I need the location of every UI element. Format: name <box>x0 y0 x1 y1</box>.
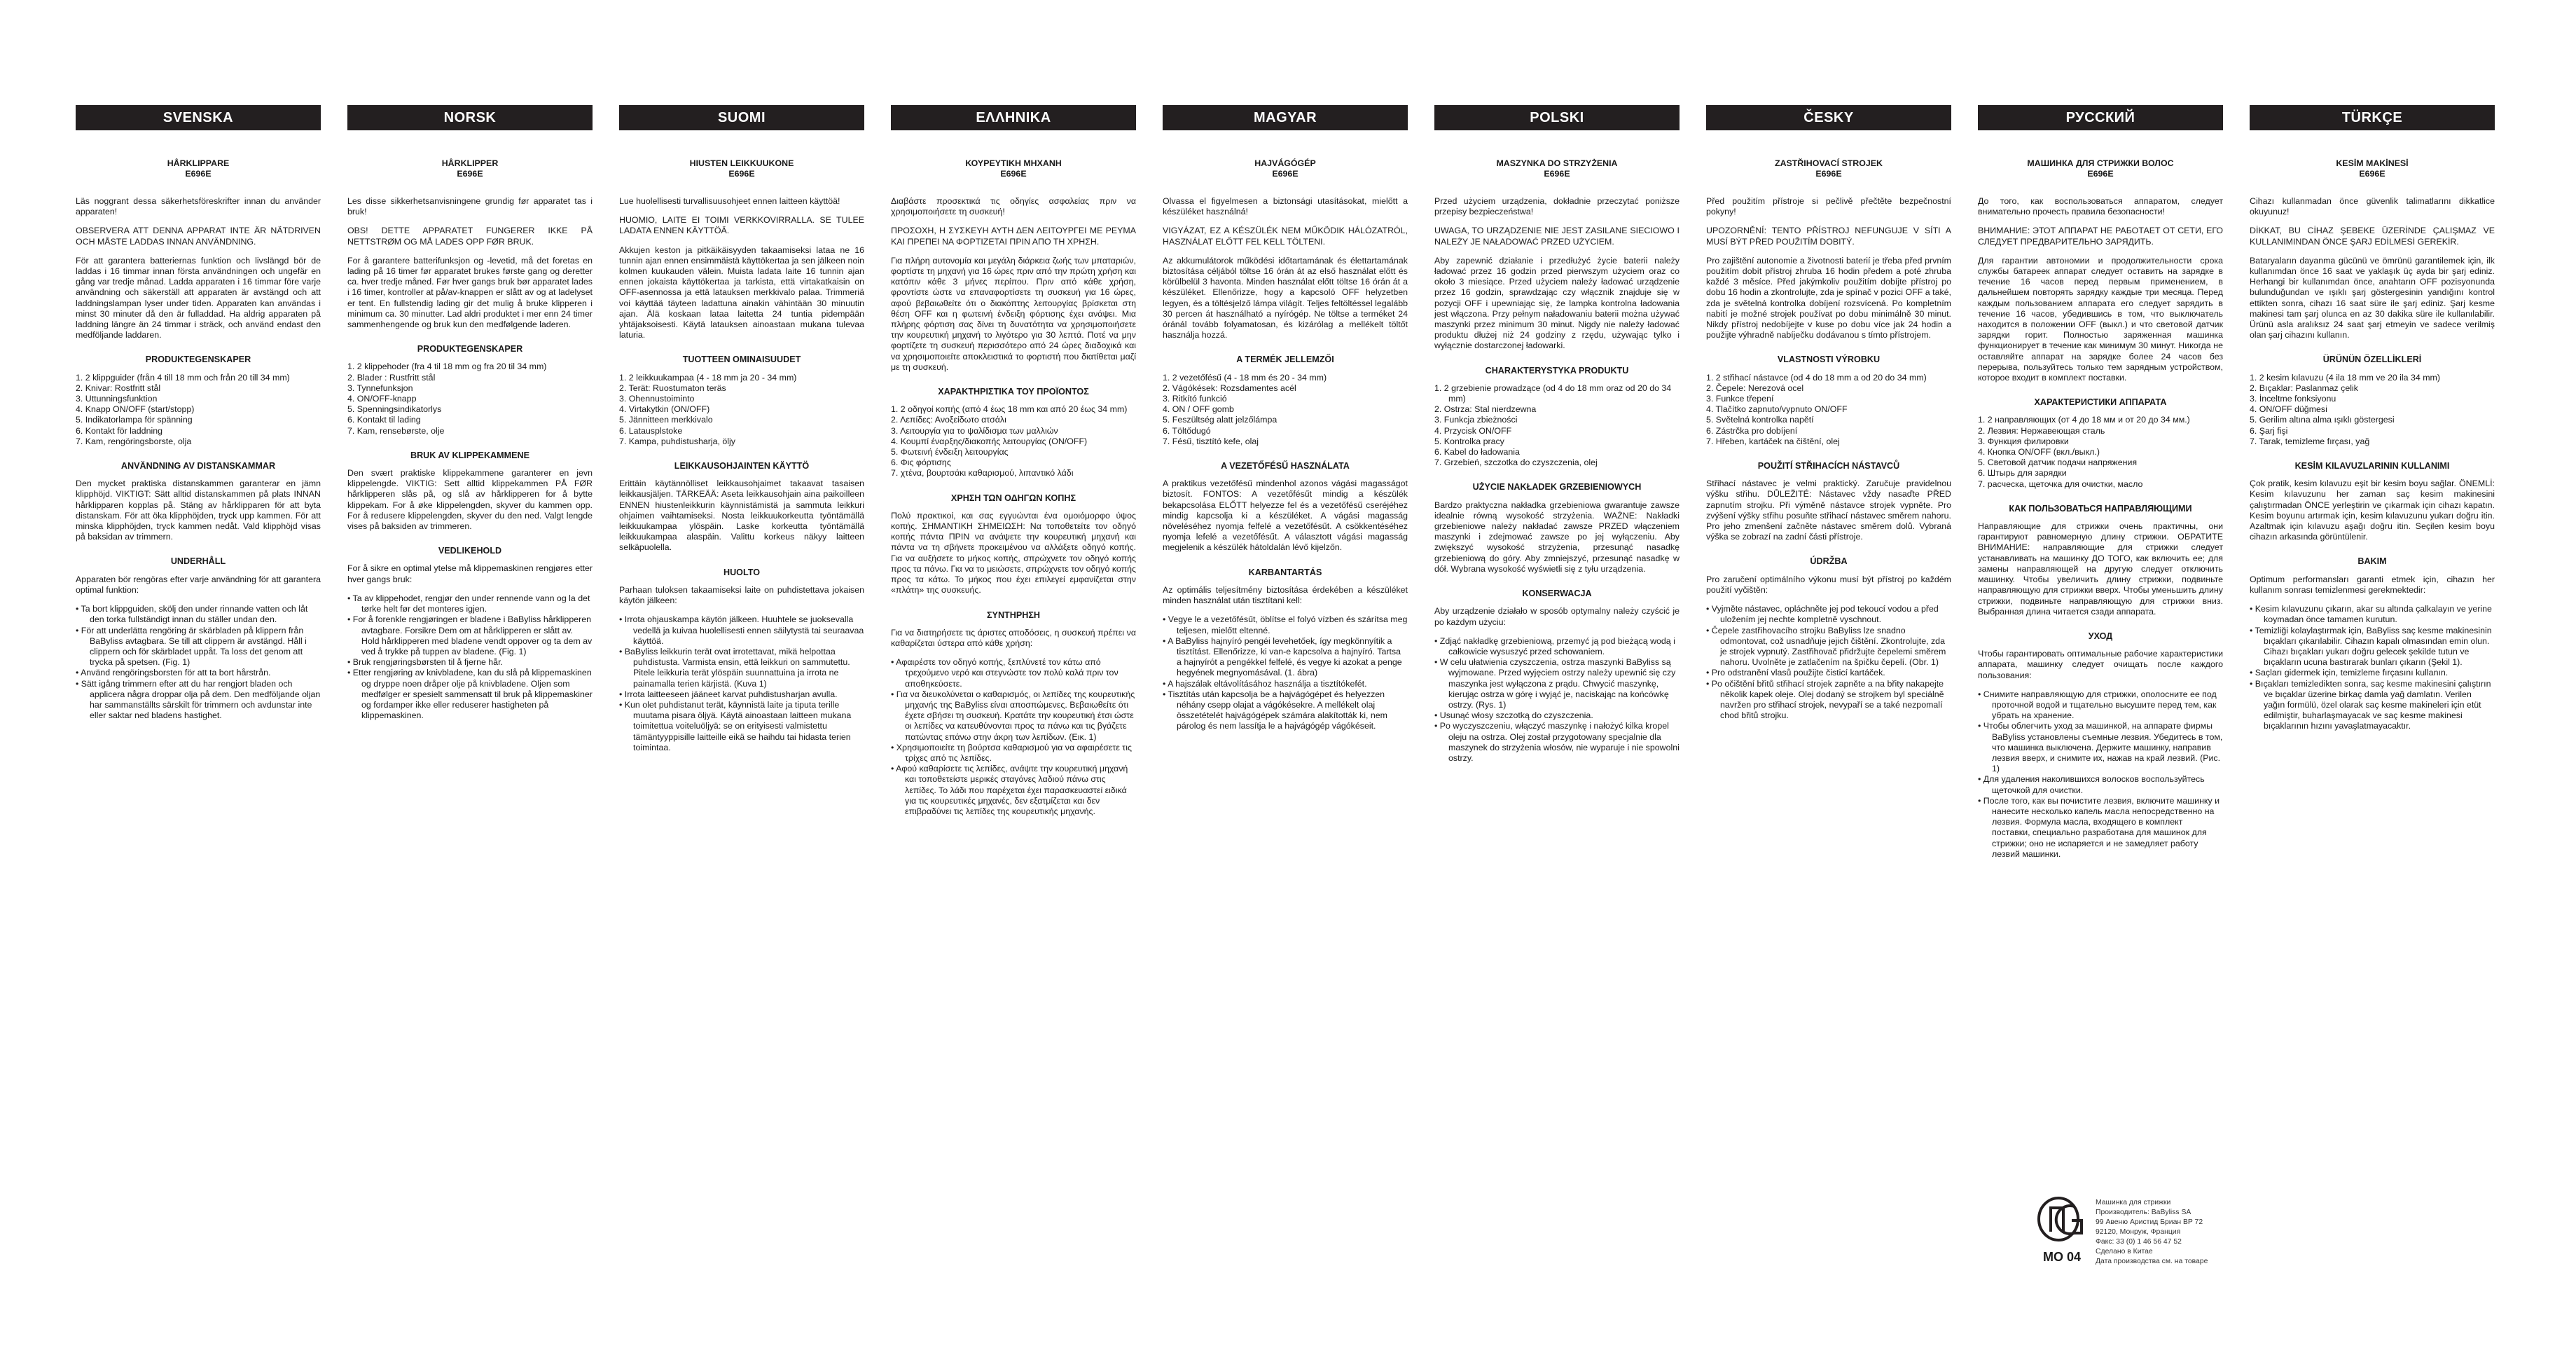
list-item: • Usunąć włosy szczotką do czyszczenia. <box>1434 710 1593 721</box>
list-item: 3. Funkce třepení <box>1706 394 1774 404</box>
language-column <box>347 105 593 1296</box>
paragraph: Lue huolellisesti turvallisuusohjeet ennen laitteen käyttöä! <box>619 196 840 206</box>
list-item: 2. Blader : Rustfritt stål <box>347 372 436 383</box>
paragraph: Läs noggrant dessa säkerhetsföreskrifter innan du använder apparaten! <box>76 196 321 217</box>
list-item: 4. Tlačítko zapnuto/vypnuto ON/OFF <box>1706 404 1848 415</box>
list-item: 6. Штырь для зарядки <box>1978 468 2067 479</box>
list-item: 3. Ohennustoiminto <box>619 394 695 404</box>
language-column <box>891 105 1136 1296</box>
list-item: • For å forenkle rengjøringen er bladene i BaByliss hårklipperen avtagbare. Forsikre Dem om at hårklipperen er slått av. Hold hårklipperen med bladene vendt oppover og ta dem av ved å trykke på tuppen av bladene. (Fig. 1) <box>347 614 593 656</box>
importer-line: 99 Авеню Аристид Бриан BP 72 <box>2096 1218 2203 1226</box>
paragraph: Για να διατηρήσετε τις άριστες αποδόσεις, η συσκευή πρέπει να καθαρίζεται ύστερα από κάθε χρήση: <box>891 627 1136 648</box>
product-title: HIUSTEN LEIKKUUKONE <box>689 158 794 168</box>
list-item: 4. Virtakytkin (ON/OFF) <box>619 404 710 415</box>
list-item: • Снимите направляющую для стрижки, ополосните ее под проточной водой и тщательно высушите перед тем, как убрать на хранение. <box>1978 689 2217 721</box>
product-title: MASZYNKA DO STRZYŻENIA <box>1496 158 1618 168</box>
list-item: 4. Кнопка ON/OFF (вкл./выкл.) <box>1978 447 2100 458</box>
paragraph: VIGYÁZAT, EZ A KÉSZÜLÉK NEM MŰKÖDIK HÁLÓZATRÓL, HASZNÁLAT ELŐTT FEL KELL TÖLTENI. <box>1163 226 1408 247</box>
list-item: • Temizliği kolaylaştırmak için, BaByliss saç kesme makinesinin bıçakları çıkarılabilir. Cihazın kapalı olmasından emin olun. Cihazı bıçakları yukarı doğru gelecek şekilde tutun ve bıçakların ucuna bastırarak bunları çıkarın (Şekil 1). <box>2250 625 2492 668</box>
list-item: 1. 2 направляющих (от 4 до 18 мм и от 20 до 34 мм.) <box>1978 415 2190 425</box>
item-list <box>619 614 864 753</box>
product-title: ZASTŘIHOVACÍ STROJEK <box>1775 158 1883 168</box>
paragraph: Aby zapewnić działanie i przedłużyć życie baterii należy ładować przez 16 godzin przed pierwszym użyciem oraz co około 3 miesiące. Przed użyciem należy ładować urządzenie przez 16 godzin, sprawdzając czy włącznik znajduje się w pozycji OFF i upewniając się, że lampka kontrolna ładowania jest włączona. Przy pełnym naładowaniu baterii można używać maszynki przez minimum 30 minut. Nigdy nie należy ładować produktu dłużej niż 24 godziny z rzędu, używając tylko i wyłącznie dostarczonej ładowarki. <box>1434 255 1680 351</box>
paragraph: Les disse sikkerhetsanvisningene grundig før apparatet tas i bruk! <box>347 196 593 217</box>
list-item: 4. Knapp ON/OFF (start/stopp) <box>76 404 195 415</box>
list-item: • Po očištění břitů střihací strojek zapněte a na břity nakapejte několik kapek oleje. Olej dodaný se strojkem byl speciálně navržen pro střihací strojek, nevypaří se a také nezpomalí chod břitů strojku. <box>1706 678 1944 721</box>
paragraph: OBSERVERA ATT DENNA APPARAT INTE ÄR NÄTDRIVEN OCH MÅSTE LADDAS INNAN ANVÄNDNING. <box>76 226 321 247</box>
paragraph: Den svært praktiske klippekammene garanterer en jevn klippelengde. VIKTIG: Sett alltid klippekammen PÅ FØR hårklipperen slås på, og slå av hårklipperen for å bytte klippekam. For å øke klippelengden, skyver du kammen opp. For å redusere klippelengden, skyver du den ned. Valgt lengde vises på baksiden av trimmeren. <box>347 468 593 532</box>
list-item: • Etter rengjøring av knivbladene, kan du slå på klippemaskinen og dryppe noen dråper olje på knivbladene. Oljen som medfølger er spesielt sammensatt til bruk på klippemaskiner og fordamper ikke eller reduserer hastigheten på klippemaskinen. <box>347 668 593 721</box>
list-item: 2. Knivar: Rostfritt stål <box>76 383 161 393</box>
list-item: • Använd rengöringsborsten för att ta bort hårstrån. <box>76 668 271 678</box>
section-heading: TUOTTEEN OMINAISUUDET <box>682 355 801 365</box>
paragraph: Για πλήρη αυτονομία και μεγάλη διάρκεια ζωής των μπαταριών, φορτίστε τη μηχανή για 16 ώρες πριν από την πρώτη χρήση και κατόπιν κάθε 3 μήνες περίπου. Πριν από κάθε χρήση, φροντίστε ώστε να επαναφορτίσετε τη συσκευή για 16 ώρες, αφού βεβαιωθείτε ότι ο διακόπτης λειτουργίας βρίσκεται στη θέση OFF και η φωτεινή ένδειξη φόρτισης έχει ανάψει. Μια πλήρης φόρτιση σας δίνει τη δυνατότητα να χρησιμοποιήσετε την κουρευτική μηχανή το λιγότερο για 30 λεπτά. Ποτέ να μην φορτίζετε τη συσκευή περισσότερο από 24 ώρες διαδοχικά και να χρησιμοποιείτε αποκλειστικά το φορτιστή που διατίθεται μαζί με τη συσκευή. <box>891 255 1136 372</box>
importer-line: Сделано в Китае <box>2096 1248 2153 1256</box>
item-list <box>1706 373 1951 447</box>
list-item: 1. 2 střihací nástavce (od 4 do 18 mm a od 20 do 34 mm) <box>1706 372 1927 383</box>
paragraph: DİKKAT, BU CİHAZ ŞEBEKE ÜZERİNDE ÇALIŞMAZ VE KULLANIMINDAN ÖNCE ŞARJ EDİLMESİ GEREKİR. <box>2250 226 2495 247</box>
importer-line: Факс: 33 (0) 1 46 56 47 52 <box>2096 1238 2182 1246</box>
section-heading: VLASTNOSTI VÝROBKU <box>1777 355 1881 365</box>
list-item: 2. Bıçaklar: Paslanmaz çelik <box>2250 383 2358 393</box>
section-heading: LEIKKAUSOHJAINTEN KÄYTTÖ <box>674 461 810 472</box>
language-header: ČESKY <box>1706 105 1951 130</box>
list-item: 7. Kampa, puhdistusharja, öljy <box>619 436 735 446</box>
list-item: • Для удаления наколившихся волосков воспользуйтесь щеточкой для очистки. <box>1978 774 2205 795</box>
product-model: E696E <box>185 169 212 179</box>
paragraph: For å sikre en optimal ytelse må klippemaskinen rengjøres etter hver gangs bruk: <box>347 563 593 584</box>
product-title: МАШИНКА ДЛЯ СТРИЖКИ ВОЛОС <box>2027 158 2174 168</box>
list-item: 2. Čepele: Nerezová ocel <box>1706 383 1804 393</box>
item-list <box>2250 373 2495 447</box>
language-column <box>1434 105 1680 1296</box>
item-list <box>1434 383 1680 469</box>
paragraph: Olvassa el figyelmesen a biztonsági utasításokat, mielőtt a készüléket használná! <box>1163 196 1408 217</box>
list-item: 7. χτένα, βουρτσάκι καθαρισμού, λιπαντικό λάδι <box>891 468 1074 479</box>
section-heading: CHARAKTERYSTYKA PRODUKTU <box>1485 365 1629 376</box>
list-item: 1. 2 vezetőfésű (4 - 18 mm és 20 - 34 mm) <box>1163 372 1327 383</box>
section-heading: ΣΥΝΤΗΡΗΣΗ <box>987 610 1040 620</box>
certification-mark-icon <box>2035 1192 2084 1248</box>
product-model: E696E <box>1544 169 1570 179</box>
list-item: • A BaByliss hajnyíró pengéi levehetőek, így megkönnyítik a tisztítást. Ellenőrizze, ki van-e kapcsolva a hajnyíró. Tartsa a hajnyírót a pengékkel felfelé, és vegye ki azokat a penge hegyének megnyomásával. (1. ábra) <box>1163 635 1402 678</box>
list-item: 5. Spenningsindikatorlys <box>347 404 442 415</box>
paragraph: Aby urządzenie działało w sposób optymalny należy czyścić je po każdym użyciu: <box>1434 606 1680 627</box>
importer-line: Производитель: BaByliss SA <box>2096 1209 2191 1216</box>
paragraph: OBS! DETTE APPARATET FUNGERER IKKE PÅ NETTSTRØM OG MÅ LADES OPP FØR BRUK. <box>347 226 593 247</box>
list-item: • Saçları gidermek için, temizleme fırçasını kullanın. <box>2250 668 2449 678</box>
language-header: ΕΛΛΗΝΙΚΑ <box>891 105 1136 130</box>
list-item: 1. 2 klippehoder (fra 4 til 18 mm og fra 20 til 34 mm) <box>347 362 547 372</box>
importer-line: 92120, Монруж, Франция <box>2096 1228 2181 1236</box>
list-item: 6. Kabel do ładowania <box>1434 447 1520 458</box>
paragraph: A praktikus vezetőfésű mindenhol azonos vágási magasságot biztosít. FONTOS: A vezetőfésűt mindig a készülék bekapcsolása ELŐTT helyezze fel és a vezetőfésű cseréjéhez mindig kapcsolja ki a készüléket. A vágási magasság növeléséhez nyomja felfelé a vezetőfésűt. A csökkentéséhez nyomja lefelé a vezetőfésűt. A választott vágási magasság megjelenik a készülék hátoldalán lévő kijelzőn. <box>1163 479 1408 553</box>
section-heading: PRODUKTEGENSKAPER <box>145 355 251 365</box>
paragraph: Před použitím přístroje si pečlivě přečtěte bezpečnostní pokyny! <box>1706 196 1951 217</box>
product-title: HAJVÁGÓGÉP <box>1254 158 1316 168</box>
language-column <box>1163 105 1408 1296</box>
item-list <box>347 593 593 721</box>
item-list <box>619 373 864 447</box>
list-item: • Αφού καθαρίσετε τις λεπίδες, ανάψτε την κουρευτική μηχανή και τοποθετείστε μερικές σταγόνες λαδιού πάνω στις λεπίδες. Το λάδι που παρέχεται έχει παρασκευαστεί ειδικά για τις κουρευτικές μηχανές, δεν εξατμίζεται και δεν επιβραδύνει τις λεπίδες της κουρευτικής μηχανής. <box>891 764 1128 816</box>
list-item: 3. İnceltme fonksiyonu <box>2250 394 2336 404</box>
list-item: • W celu ułatwienia czyszczenia, ostrza maszynki BaByliss są wyjmowane. Przed wyjęciem ostrzy należy upewnić się czy maszynka jest wyłączona z prądu. Chwycić maszynkę, kierując ostrza w górę i wyjąć je, naciskając na końcówkę ostrzy. (Rys. 1) <box>1434 657 1676 710</box>
list-item: 6. Latausplstoke <box>619 425 683 436</box>
product-model: E696E <box>2359 169 2385 179</box>
paragraph: Az optimális teljesítmény biztosítása érdekében a készüléket minden használat után tisztítani kell: <box>1163 584 1408 606</box>
list-item: 7. расческа, щеточка для очистки, масло <box>1978 479 2143 489</box>
paragraph: Parhaan tuloksen takaamiseksi laite on puhdistettava jokaisen käytön jälkeen: <box>619 584 864 606</box>
list-item: • Kun olet puhdistanut terät, käynnistä laite ja tiputa terille muutama pisara öljyä. Käytä ainoastaan laitteen mukana toimitettua voiteluöljyä: se on erityisesti valmistettu tämäntyyppisille laitteille eikä se haihdu tai hidasta terien toimintaa. <box>619 699 852 752</box>
list-item: • Vyjměte nástavec, opláchněte jej pod tekoucí vodou a před uložením jej nechte kompletně vyschnout. <box>1706 604 1939 625</box>
item-list <box>1434 636 1680 764</box>
list-item: 1. 2 leikkuukampaa (4 - 18 mm ja 20 - 34 mm) <box>619 372 797 383</box>
list-item: 5. Světelná kontrolka napětí <box>1706 415 1814 425</box>
language-header: NORSK <box>347 105 593 130</box>
product-model: E696E <box>1272 169 1299 179</box>
list-item: • Ta av klippehodet, rengjør den under rennende vann og la det tørke helt før det monteres igjen. <box>347 593 590 614</box>
section-heading: BRUK AV KLIPPEKAMMENE <box>410 450 530 460</box>
paragraph: Çok pratik, kesim kılavuzu eşit bir kesim boyu sağlar. ÖNEMLİ: Kesim kılavuzunu her zaman saç kesim makinesini çalıştırmadan ÖNCE yerleştirin ve çıkarmak için cihazı kapatın. Kesim boyunu artırmak için, kesim kılavuzunu yukarı doğru itin. Azaltmak için kılavuzu aşağı doğru itin. Seçilen kesim boyu cihazın arkasında görüntülenir. <box>2250 479 2495 542</box>
list-item: • Чтобы облегчить уход за машинкой, на аппарате фирмы BaByliss установлены съемные лезвия. Убедитесь в том, что машинка выключена. Держите машинку, направив лезвия вверх, и снимите их, нажав на край лезвий. (Рис. 1) <box>1978 721 2223 774</box>
product-model: E696E <box>1000 169 1027 179</box>
section-heading: HUOLTO <box>723 567 760 577</box>
paragraph: Πολύ πρακτικοί, και σας εγγυώνται ένα ομοιόμορφο ύψος κοπής. ΣΗΜΑΝΤΙΚΗ ΣΗΜΕΙΩΣΗ: Να τοποθετείτε τον οδηγό κοπής πάντα ΠΡΙΝ να ανάψετε την κουρευτική μηχανή και πάντα να τη σβήνετε προκειμένου να αλλάξετε οδηγό κοπής. Για να αυξήσετε το μήκος κοπής, σπρώχνετε τον οδηγό κοπής προς τα πάνω. Για να το μειώσετε, σπρώχνετε τον οδηγό κοπής προς τα κάτω. Το μήκος που έχει επιλεγεί εμφανίζεται στην «πλάτη» της συσκευής. <box>891 510 1136 596</box>
list-item: • Tisztítás után kapcsolja be a hajvágógépet és helyezzen néhány csepp olajat a vágókésekre. A mellékelt olaj összetételét hajvágógépek számára alakították ki, nem párolog és nem lassítja le a hajvágógép vágókéseit. <box>1163 689 1387 731</box>
paragraph: UWAGA, TO URZĄDZENIE NIE JEST ZASILANE SIECIOWO I NALEŻY JE NAŁADOWAĆ PRZED UŻYCIEM. <box>1434 226 1680 247</box>
list-item: 2. Terät: Ruostumaton teräs <box>619 383 726 393</box>
section-heading: ANVÄNDNING AV DISTANSKAMMAR <box>120 461 276 472</box>
list-item: • Bıçakları temizledikten sonra, saç kesme makinesini çalıştırın ve bıçaklar üzerine birkaç damla yağ damlatın. Verilen yağın formülü, özel olarak saç kesme makineleri için etüt edilmiştir, buharlaşmayacak ve saç kesme makinesi bıçaklarının hızını yavaşlatmayacaktır. <box>2250 678 2491 731</box>
importer-line: Машинка для стрижки <box>2096 1199 2171 1206</box>
paragraph: Optimum performansları garanti etmek için, cihazın her kullanım sonrası temizlenmesi gerekmektedir: <box>2250 574 2495 595</box>
list-item: • Pro odstranění vlasů použijte čisticí kartáček. <box>1706 668 1885 678</box>
list-item: 3. Функция филировки <box>1978 436 2069 446</box>
list-item: • Po wyczyszczeniu, włączyć maszynkę i nałożyć kilka kropel oleju na ostrza. Olej został przygotowany specjalnie dla maszynek do strzyżenia włosów, nie wyparuje i nie spowolni ostrzy. <box>1434 721 1680 763</box>
language-column <box>619 105 864 1296</box>
language-column <box>2250 105 2495 1296</box>
list-item: 6. Φις φόρτισης <box>891 458 951 468</box>
list-item: 5. Gerilim altına alma ışıklı göstergesi <box>2250 415 2395 425</box>
list-item: 3. Ritkító funkció <box>1163 394 1227 404</box>
list-item: 1. 2 οδηγοί κοπής (από 4 έως 18 mm και από 20 έως 34 mm) <box>891 404 1128 415</box>
paragraph: Направляющие для стрижки очень практичны, они гарантируют равномерную длину стрижки. ОБРАТИТЕ ВНИМАНИЕ: направляющие для стрижки следует устанавливать на машинку ДО ТОГО, как включить ее; для замены направляющей на другую следует отключить машинку. Чтобы увеличить длину стрижки, подвиньте направляющую для стрижки вверх. Чтобы уменьшить длину стрижки, подвиньте направляющую для стрижки вниз. Выбранная длина читается сзади аппарата. <box>1978 521 2223 617</box>
list-item: • Vegye le a vezetőfésűt, öblítse el folyó vízben és szárítsa meg teljesen, mielőtt eltenné. <box>1163 614 1408 635</box>
item-list <box>891 657 1136 817</box>
paragraph: Den mycket praktiska distanskammen garanterar en jämn klipphöjd. VIKTIGT: Sätt alltid distanskammen på plats INNAN hårklipparen kopplas på. Stäng av hårklipparen för att byta distanskam. För att öka klipphöjden, tryck upp kammen. För att minska klipphöjden, tryck kammen nedåt. Vald klipphöjd visas på baksidan av trimmern. <box>76 479 321 542</box>
list-item: • Για να διευκολύνεται ο καθαρισμός, οι λεπίδες της κουρευτικής μηχανής της BaByliss είναι αποσπώμενες. Βεβαιωθείτε ότι έχετε σβήσει τη συσκευή. Κρατάτε την κουρευτική έτσι ώστε οι λεπίδες να κατευθύνονται προς τα πάνω και τις βγάζετε πατώντας επάνω στην άκρη των λεπίδων. (Εικ. 1) <box>891 689 1135 742</box>
list-item: • Αφαιρέστε τον οδηγό κοπής, ξεπλύνετέ τον κάτω από τρεχούμενο νερό και στεγνώστε τον πολύ καλά πριν τον αποθηκεύσετε. <box>891 657 1119 689</box>
language-header: SVENSKA <box>76 105 321 130</box>
list-item: 7. Kam, rensebørste, olje <box>347 425 445 436</box>
section-heading: ΧΡΗΣΗ ΤΩΝ ΟΔΗΓΩΝ ΚΟΠΗΣ <box>950 493 1076 503</box>
section-heading: A TERMÉK JELLEMZŐI <box>1236 355 1334 365</box>
paragraph: Чтобы гарантировать оптимальные рабочие характеристики аппарата, машинку следует очищать после каждого пользования: <box>1978 649 2223 680</box>
list-item: • Bruk rengjøringsbørsten til å fjerne hår. <box>347 657 503 668</box>
section-heading: BAKIM <box>2357 556 2387 567</box>
item-list <box>2250 604 2495 731</box>
list-item: 5. Feszültség alatt jelzőlámpa <box>1163 415 1277 425</box>
list-item: 5. Jännitteen merkkivalo <box>619 415 713 425</box>
section-heading: KONSERWACJA <box>1522 589 1592 599</box>
paragraph: Pro zaručení optimálního výkonu musí být přístroj po každém použití vyčištěn: <box>1706 574 1951 595</box>
product-model: E696E <box>457 169 483 179</box>
paragraph: HUOMIO, LAITE EI TOIMI VERKKOVIRRALLA. SE TULEE LADATA ENNEN KÄYTTÖÄ. <box>619 215 864 236</box>
manual-sheet <box>76 105 2506 1296</box>
paragraph: До того, как воспользоваться аппаратом, следует внимательно прочесть правила безопасности! <box>1978 196 2223 217</box>
list-item: • Irrota laitteeseen jääneet karvat puhdistusharjan avulla. <box>619 689 838 699</box>
item-list <box>1163 614 1408 731</box>
list-item: 5. Световой датчик подачи напряжения <box>1978 458 2138 468</box>
item-list <box>1978 689 2223 860</box>
importer-info <box>2096 1198 2264 1267</box>
product-title: ΚΟΥΡΕΥΤΙΚΗ ΜΗΧΑΝΗ <box>965 158 1062 168</box>
product-model: E696E <box>1815 169 1842 179</box>
list-item: 7. Hřeben, kartáček na čištění, olej <box>1706 436 1840 446</box>
paragraph: Apparaten bör rengöras efter varje användning för att garantera optimal funktion: <box>76 574 321 595</box>
paragraph: Для гарантии автономии и продолжительности срока службы батареек аппарат следует оставить на зарядке в течение 16 часов перед первым применением, в дальнейшем повторять зарядку каждые три месяца. Перед каждым пользованием аппарата его следует зарядить в течение 16 часов, убедившись в том, что выключатель находится в положении OFF (выкл.) и что световой датчик зарядки горит. Полностью заряженная машинка функционирует в течение как минимум 30 минут. Никогда не оставляйте аппарат на зарядке более 24 часов без перерыва, пользуйтесь только тем зарядным устройством, которое входит в комплект поставки. <box>1978 255 2223 383</box>
language-column <box>1978 105 2223 1296</box>
list-item: 6. Töltődugó <box>1163 425 1211 436</box>
paragraph: Střihací nástavec je velmi praktický. Zaručuje pravidelnou výšku střihu. DŮLEŽITÉ: Nástavec vždy nasaďte PŘED zapnutím strojku. Při výměně nástavce strojek vypněte. Pro zvýšení výšky střihu posuňte střihací nástavec směrem nahoru. Pro jeho zmenšení začněte nástavec směrem dolů. Vybraná výška se zobrazí na zadní části přístroje. <box>1706 479 1951 542</box>
list-item: 2. Лезвия: Нержавеющая сталь <box>1978 425 2105 436</box>
list-item: • Zdjąć nakładkę grzebieniową, przemyć ją pod bieżącą wodą i całkowicie wysuszyć przed schowaniem. <box>1434 635 1675 656</box>
language-header: SUOMI <box>619 105 864 130</box>
list-item: 7. Kam, rengöringsborste, olja <box>76 436 192 446</box>
section-heading: UNDERHÅLL <box>170 556 226 567</box>
list-item: 3. Uttunningsfunktion <box>76 394 158 404</box>
certification-mark-label: МО 04 <box>2042 1250 2082 1264</box>
product-model: E696E <box>728 169 755 179</box>
list-item: 4. ON/OFF-knapp <box>347 394 417 404</box>
list-item: 1. 2 grzebienie prowadzące (od 4 do 18 mm oraz od 20 do 34 mm) <box>1434 383 1672 404</box>
list-item: 4. ON / OFF gomb <box>1163 404 1234 415</box>
language-column <box>1706 105 1951 1296</box>
section-heading: ÚDRŽBA <box>1810 556 1848 567</box>
item-list <box>891 404 1136 479</box>
paragraph: ВНИМАНИЕ: ЭТОТ АППАРАТ НЕ РАБОТАЕТ ОТ СЕТИ, ЕГО СЛЕДУЕТ ПРЕДВАРИТЕЛЬНО ЗАРЯДИТЬ. <box>1978 226 2223 247</box>
list-item: • För att underlätta rengöring är skärbladen på klippern från BaByliss avtagbara. Se till att clippern är avstängd. Håll i clippern och för skärbladet uppåt. Ta loss det genom att trycka på spetsen. (Fig. 1) <box>76 625 307 668</box>
paragraph: Erittäin käytännölliset leikkausohjaimet takaavat tasaisen leikkausjäljen. TÄRKEÄÄ: Aseta leikkausohjain aina paikoilleen ENNEN hiustenleikkurin käynnistämistä ja sammuta leikkuri ohjaimen vaihtamiseksi. Nosta leikkuukorkeutta työntämällä leikkuukampaa ylöspäin. Laske korkeutta työntämällä leikkuukampaa alaspäin. Valittu korkeus näkyy laitteen selkäpuolella. <box>619 479 864 553</box>
list-item: • A hajszálak eltávolításához használja a tisztítókefét. <box>1163 678 1367 689</box>
list-item: 4. Κουμπί έναρξης/διακοπής λειτουργίας (ON/OFF) <box>891 436 1088 446</box>
paragraph: Bardzo praktyczna nakładka grzebieniowa gwarantuje zawsze idealnie równą wysokość strzyżenia. WAŻNE: Nakładki grzebieniowe należy nakładać zawsze PRZED włączeniem maszynki i zdejmować zawsze po jej wyłączeniu. Aby zwiększyć wysokość strzyżenia, przesunąć nasadkę grzebieniową do góry. Aby zmniejszyć, przesunąć nasadkę w dół. Wybrana wysokość wyświetli się z tyłu urządzenia. <box>1434 500 1680 574</box>
language-header: MAGYAR <box>1163 105 1408 130</box>
list-item: 7. Fésű, tisztító kefe, olaj <box>1163 436 1259 446</box>
list-item: 4. ON/OFF düğmesi <box>2250 404 2327 415</box>
paragraph: Cihazı kullanmadan önce güvenlik talimatlarını dikkatlice okuyunuz! <box>2250 196 2495 217</box>
importer-line: Дата производства см. на товаре <box>2096 1258 2208 1265</box>
list-item: 6. Kontakt til lading <box>347 415 421 425</box>
paragraph: For å garantere batterifunksjon og -levetid, må det foretas en lading på 16 timer før apparatet brukes første gang og deretter ca. hver tredje måned. Før hver gangs bruk bør apparatet lades i 16 timer, kontroller at på/av-knappen er slått av og at ladelyset er tent. En fullstendig lading gir det mulig å bruke klipperen i minimum ca. 30 minutter. Lad aldri produktet i mer enn 24 timer sammenhengende og bruk kun den medfølgende laderen. <box>347 255 593 330</box>
list-item: • Kesim kılavuzunu çıkarın, akar su altında çalkalayın ve yerine koymadan önce tamamen kurutun. <box>2250 604 2492 625</box>
list-item: • После того, как вы почистите лезвия, включите машинку и нанесите несколько капель масла непосредственно на лезвия. Формула масла, входящего в комплект поставки, специально разработана для машинок для стрижки; оно не испаряется и не замедляет работу лезвий машинки. <box>1978 795 2220 859</box>
item-list <box>1706 604 1951 721</box>
language-header: РУССКИЙ <box>1978 105 2223 130</box>
paragraph: Przed użyciem urządzenia, dokładnie przeczytać poniższe przepisy bezpieczeństwa! <box>1434 196 1680 217</box>
section-heading: KESİM KILAVUZLARININ KULLANIMI <box>2294 461 2450 472</box>
list-item: 7. Tarak, temizleme fırçası, yağ <box>2250 436 2370 446</box>
item-list <box>76 604 321 721</box>
item-list <box>1978 415 2223 489</box>
list-item: 1. 2 kesim kılavuzu (4 ila 18 mm ve 20 ila 34 mm) <box>2250 372 2441 383</box>
list-item: 3. Λειτουργία για το ψαλίδισμα των μαλλιών <box>891 425 1058 436</box>
section-heading: ÜRÜNÜN ÖZELLİKLERİ <box>2322 355 2422 365</box>
language-column <box>76 105 321 1296</box>
list-item: • Sätt igång trimmern efter att du har rengjort bladen och applicera några droppar olja på dem. Den medföljande oljan har sammanställts särskilt för trimmern och avdunstar inte eller saktar ned bladens hastighet. <box>76 678 321 721</box>
list-item: 2. Vágókések: Rozsdamentes acél <box>1163 383 1296 393</box>
section-heading: KARBANTARTÁS <box>1248 567 1322 577</box>
paragraph: Διαβάστε προσεκτικά τις οδηγίες ασφαλείας πριν να χρησιμοποιήσετε τη συσκευή! <box>891 196 1136 217</box>
item-list <box>1163 373 1408 447</box>
list-item: 5. Φωτεινή ένδειξη λειτουργίας <box>891 447 1009 458</box>
list-item: 5. Kontrolka pracy <box>1434 436 1504 446</box>
product-title: HÅRKLIPPER <box>441 158 499 168</box>
list-item: 2. Ostrza: Stal nierdzewna <box>1434 404 1537 415</box>
section-heading: КАК ПОЛЬЗОВАТЬСЯ НАПРАВЛЯЮЩИМИ <box>2009 503 2192 514</box>
list-item: 3. Tynnefunksjon <box>347 383 413 393</box>
item-list <box>347 362 593 436</box>
section-heading: POUŽITÍ STŘIHACÍCH NÁSTAVCŮ <box>1757 461 1900 472</box>
list-item: • Χρησιμοποιείτε τη βούρτσα καθαρισμού για να αφαιρέσετε τις τρίχες από τις λεπίδες. <box>891 742 1132 763</box>
item-list <box>76 373 321 447</box>
list-item: • BaByliss leikkurin terät ovat irrotettavat, mikä helpottaa puhdistusta. Varmista ensin, että leikkuri on sammutettu. Pitele leikkuria terät ylöspäin suunnattuina ja irrota ne painamalla terien kärjistä. (Kuva 1) <box>619 646 850 689</box>
list-item: 5. Indikatorlampa för spänning <box>76 415 193 425</box>
paragraph: UPOZORNĚNÍ: TENTO PŘÍSTROJ NEFUNGUJE V SÍTI A MUSÍ BÝT PŘED POUŽITÍM DOBITÝ. <box>1706 226 1951 247</box>
section-heading: ХАРАКТЕРИСТИКИ АППАРАТА <box>2034 397 2167 408</box>
section-heading: VEDLIKEHOLD <box>438 546 502 556</box>
list-item: 6. Zástrčka pro dobíjení <box>1706 425 1798 436</box>
paragraph: Bataryaların dayanma gücünü ve ömrünü garantilemek için, ilk kullanımdan önce 16 saat ve yaklaşık üç ayda bir şarj ediniz. Herhangi bir kullanımdan önce, anahtarın OFF pozisyonunda bulunduğundan ve ışıklı şarj göstergesinin yandığını kontrol ettikten sonra, cihazı 16 saat süre ile şarj ediniz. Şarj kesme makinesi tam şarj olunca en az 30 dakika süre ile kullanılabilir. Ürünü asla aralıksız 24 saat şarj etmeyin ve sadece verilmiş olan şarj cihazını kullanın. <box>2250 255 2495 340</box>
section-heading: A VEZETŐFÉSŰ HASZNÁLATA <box>1221 461 1350 472</box>
language-header: TÜRKÇE <box>2250 105 2495 130</box>
paragraph: Az akkumulátorok működési időtartamának és élettartamának biztosítása céljából töltse 16 órán át az első használat előtt és körülbelül 3 havonta. Minden használat előtt töltse 16 órán át a készüléket. Ellenőrizze, hogy a kapcsoló OFF helyzetben legyen, és a töltésjelző lámpa világít. Teljes feltöltéssel legalább 30 percen át használható a nyírógép. Ne töltse a terméket 24 óránál tovább folyamatosan, és kizárólag a mellékelt töltőt használja hozzá. <box>1163 255 1408 340</box>
list-item: 1. 2 klippguider (från 4 till 18 mm och från 20 till 34 mm) <box>76 372 290 383</box>
section-heading: УХОД <box>2088 631 2113 641</box>
product-title: KESİM MAKİNESİ <box>2336 158 2409 168</box>
list-item: 4. Przycisk ON/OFF <box>1434 425 1512 436</box>
list-item: • Ta bort klippguiden, skölj den under rinnande vatten och låt den torka fullständigt innan du ställer undan den. <box>76 604 308 625</box>
list-item: 7. Grzebień, szczotka do czyszczenia, olej <box>1434 458 1598 468</box>
paragraph: Pro zajištění autonomie a životnosti baterií je třeba před prvním použitím dobít přístroj zhruba 16 hodin předem a poté zhruba každé 3 měsíce. Před jakýmkoliv použitím dobíjte přístroj po dobu 16 hodin a zkontrolujte, zda je spínač v pozici OFF a také, zda je světelná kontrolka dobíjení rozsvícená. Po kompletním nabití je možné strojek používat po dobu minimálně 30 minut. Nikdy přístroj nedobíjejte v kuse po dobu více jak 24 hodin a použijte výhradně nabíječku dodávanou s tímto přístrojem. <box>1706 255 1951 340</box>
product-model: E696E <box>2087 169 2114 179</box>
section-heading: ΧΑΡΑΚΤΗΡΙΣΤΙΚΑ ΤΟΥ ΠΡΟΪΟΝΤΟΣ <box>938 387 1089 397</box>
list-item: 3. Funkcja zbieżności <box>1434 415 1518 425</box>
language-header: POLSKI <box>1434 105 1680 130</box>
list-item: • Irrota ohjauskampa käytön jälkeen. Huuhtele se juoksevalla vedellä ja kuivaa huolellisesti ennen säilytystä tai seuraavaa käyttöä. <box>619 614 864 646</box>
paragraph: Akkujen keston ja pitkäikäisyyden takaamiseksi lataa ne 16 tunnin ajan ennen ensimmäistä käyttökertaa ja sen jälkeen noin kolmen kuukauden välein. Muista ladata laite 16 tunnin ajan ennen jokaista käyttökertaa ja tarkista, että virtakatkaisin on OFF-asennossa ja että latauksen merkkivalo palaa. Trimmeriä voi käyttää täyteen ladattuna ainakin vähintään 30 minuutin ajan. Älä koskaan lataa laitetta 24 tuntia pidempään yhtäjaksoisesti. Käytä latauksen ainoastaan mukana tulevaa laturia. <box>619 245 864 340</box>
section-heading: UŻYCIE NAKŁADEK GRZEBIENIOWYCH <box>1472 482 1642 493</box>
paragraph: ΠΡΟΣΟΧΗ, Η ΣΥΣΚΕΥΗ ΑΥΤΗ ΔΕΝ ΛΕΙΤΟΥΡΓΕΙ ΜΕ ΡΕΥΜΑ ΚΑΙ ΠΡΕΠΕΙ ΝΑ ΦΟΡΤΙΖΕΤΑΙ ΠΡΙΝ ΑΠΟ ΤΗ ΧΡΗΣΗ. <box>891 226 1136 247</box>
list-item: 6. Kontakt för laddning <box>76 425 162 436</box>
list-item: 2. Λεπίδες: Ανοξείδωτο ατσάλι <box>891 415 1006 425</box>
paragraph: För att garantera batteriernas funktion och livslängd bör de laddas i 16 timmar innan första användningen och ungefär en gång var tredje månad. Ladda apparaten i 16 timmar före varje användning och säkerställ att apparaten är avstängd och att laddningslampan lyser under tiden. Apparaten kan användas i minst 30 minuter då den är fulladdad. Ha aldrig apparaten på laddning längre än 24 timmar i sträck, och använd endast den medföljande laddaren. <box>76 255 321 340</box>
list-item: 6. Şarj fişi <box>2250 425 2288 436</box>
product-title: HÅRKLIPPARE <box>167 158 230 168</box>
list-item: • Čepele zastřihovacího strojku BaByliss lze snadno odmontovat, což usnadňuje jejich čištění. Zkontrolujte, zda je strojek vypnutý. Zastřihovač přidržujte čepelemi směrem nahoru. Uvolněte je zatlačením na špičku čepelí. (Obr. 1) <box>1706 625 1946 668</box>
section-heading: PRODUKTEGENSKAPER <box>417 344 523 355</box>
